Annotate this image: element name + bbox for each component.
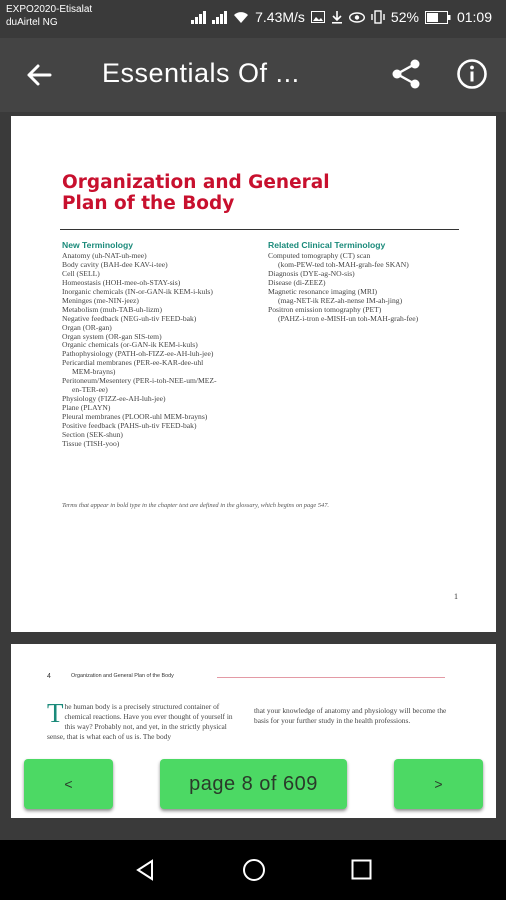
clock: 01:09: [456, 9, 492, 25]
term-item: Pleural membranes (PLOOR-uhl MEM-brayns): [62, 412, 208, 422]
status-icons: [191, 9, 492, 25]
signal-icon: [191, 10, 206, 24]
document-title: Essentials Of ...: [102, 58, 300, 88]
term-item: Organ system (OR-gan SIS-tem): [62, 331, 162, 341]
vibrate-icon: [371, 10, 385, 24]
carrier-line-2: duAirtel NG: [6, 17, 58, 28]
term-item: Pericardial membranes (PER-ee-KAR-dee-uhl: [62, 358, 204, 368]
image-notification-icon: [311, 11, 325, 23]
related-terminology-header: Related Clinical Terminology: [268, 240, 386, 250]
carrier-label: [6, 3, 92, 29]
term-item: Anatomy (uh-NAT-uh-mee): [62, 250, 147, 260]
page-number: 1: [454, 592, 458, 601]
battery-icon: [425, 11, 451, 24]
chapter-title: [62, 172, 362, 214]
body-column-left: [47, 698, 239, 742]
battery-percent: 52%: [390, 9, 419, 25]
page-number: 4: [47, 673, 51, 680]
drop-cap: T: [47, 698, 64, 728]
wifi-icon: [233, 11, 249, 24]
term-item: Inorganic chemicals (IN-or-GAN-ik KEM-i-kuls): [62, 286, 213, 296]
term-item: Body cavity (BAH-dee KAV-i-tee): [62, 259, 168, 269]
term-item: Negative feedback (NEG-uh-tiv FEED-bak): [62, 313, 197, 323]
app-bar: [0, 38, 506, 112]
term-item: Plane (PLAYN): [62, 403, 111, 413]
term-item: (kom-PEW-ted toh-MAH-grah-fee SKAN): [278, 259, 409, 269]
back-arrow-icon[interactable]: [24, 60, 54, 90]
related-terminology-column: [268, 241, 468, 324]
term-item: Section (SEK-shun): [62, 430, 123, 440]
term-item: Positron emission tomography (PET): [268, 304, 382, 314]
term-item: Metabolism (muh-TAB-uh-lizm): [62, 304, 162, 314]
signal-2-icon: [212, 10, 227, 24]
term-item: Tissue (TISH-yoo): [62, 438, 120, 448]
bottom-strip: [0, 818, 506, 840]
term-item: Pathophysiology (PATH-oh-FIZZ-ee-AH-luh-jee): [62, 349, 214, 359]
status-bar: [0, 0, 506, 38]
term-item: Cell (SELL): [62, 268, 100, 278]
glossary-note: Terms that appear in bold type in the chapter text are defined in the glossary, which begins on page 547.: [62, 502, 330, 509]
term-item: Organ (OR-gan): [62, 322, 112, 332]
eye-icon: [349, 12, 365, 23]
new-terminology-header: New Terminology: [62, 240, 133, 250]
previous-page-button[interactable]: <: [24, 759, 113, 809]
term-item: (PAHZ-i-tron e-MISH-un toh-MAH-grah-fee): [278, 313, 419, 323]
carrier-line-1: EXPO2020-Etisalat: [6, 4, 93, 15]
home-circle-icon[interactable]: [242, 858, 266, 882]
recents-square-icon[interactable]: [351, 859, 372, 880]
new-terminology-list: [62, 252, 257, 449]
term-item: Organic chemicals (or-GAN-ik KEM-i-kuls): [62, 340, 198, 350]
title-divider: [60, 229, 459, 230]
term-item: en-TER-ee): [72, 385, 108, 395]
share-icon[interactable]: [390, 58, 422, 90]
term-item: Disease (di-ZEEZ): [268, 277, 326, 287]
term-item: Positive feedback (PAHS-uh-tiv FEED-bak): [62, 421, 197, 431]
back-triangle-icon[interactable]: [134, 859, 156, 881]
term-item: MEM-brayns): [72, 367, 116, 377]
term-item: Physiology (FIZZ-ee-AH-luh-jee): [62, 394, 166, 404]
term-item: (mag-NET-ik REZ-ah-nense IM-ah-jing): [278, 295, 403, 305]
body-text-left: he human body is a precisely structured container of chemical reactions. Have you ever thought of yourself in this way? Probably not, and yet, in the strictly physical sense, that is what each of us is. The body: [47, 702, 233, 741]
new-terminology-column: [62, 241, 257, 449]
chapter-title-line-1: Organization and General: [62, 172, 330, 193]
term-item: Magnetic resonance imaging (MRI): [268, 286, 378, 296]
pdf-page: [11, 116, 496, 632]
info-icon[interactable]: [456, 58, 488, 90]
page-indicator-button[interactable]: page 8 of 609: [160, 759, 347, 809]
term-item: Meninges (me-NIN-jeez): [62, 295, 139, 305]
term-item: Peritoneum/Mesentery (PER-i-toh-NEE-um/MEZ-: [62, 376, 217, 386]
body-column-right: that your knowledge of anatomy and physiology will become the basis for your further study in the health professions.: [254, 706, 447, 725]
system-navigation-bar: [0, 840, 506, 900]
next-page-button[interactable]: >: [394, 759, 483, 809]
term-item: Homeostasis (HOH-mee-oh-STAY-sis): [62, 277, 181, 287]
related-terminology-list: [268, 252, 468, 324]
page-navigation: [0, 748, 506, 818]
net-speed: 7.43M/s: [255, 9, 305, 25]
term-item: Diagnosis (DYE-ag-NO-sis): [268, 268, 355, 278]
running-head-rule: [217, 677, 445, 678]
pdf-viewer[interactable]: [0, 112, 506, 818]
chapter-title-line-2: Plan of the Body: [62, 193, 235, 214]
term-item: Computed tomography (CT) scan: [268, 250, 371, 260]
download-icon: [331, 11, 343, 24]
running-head: Organization and General Plan of the Body: [71, 673, 174, 679]
